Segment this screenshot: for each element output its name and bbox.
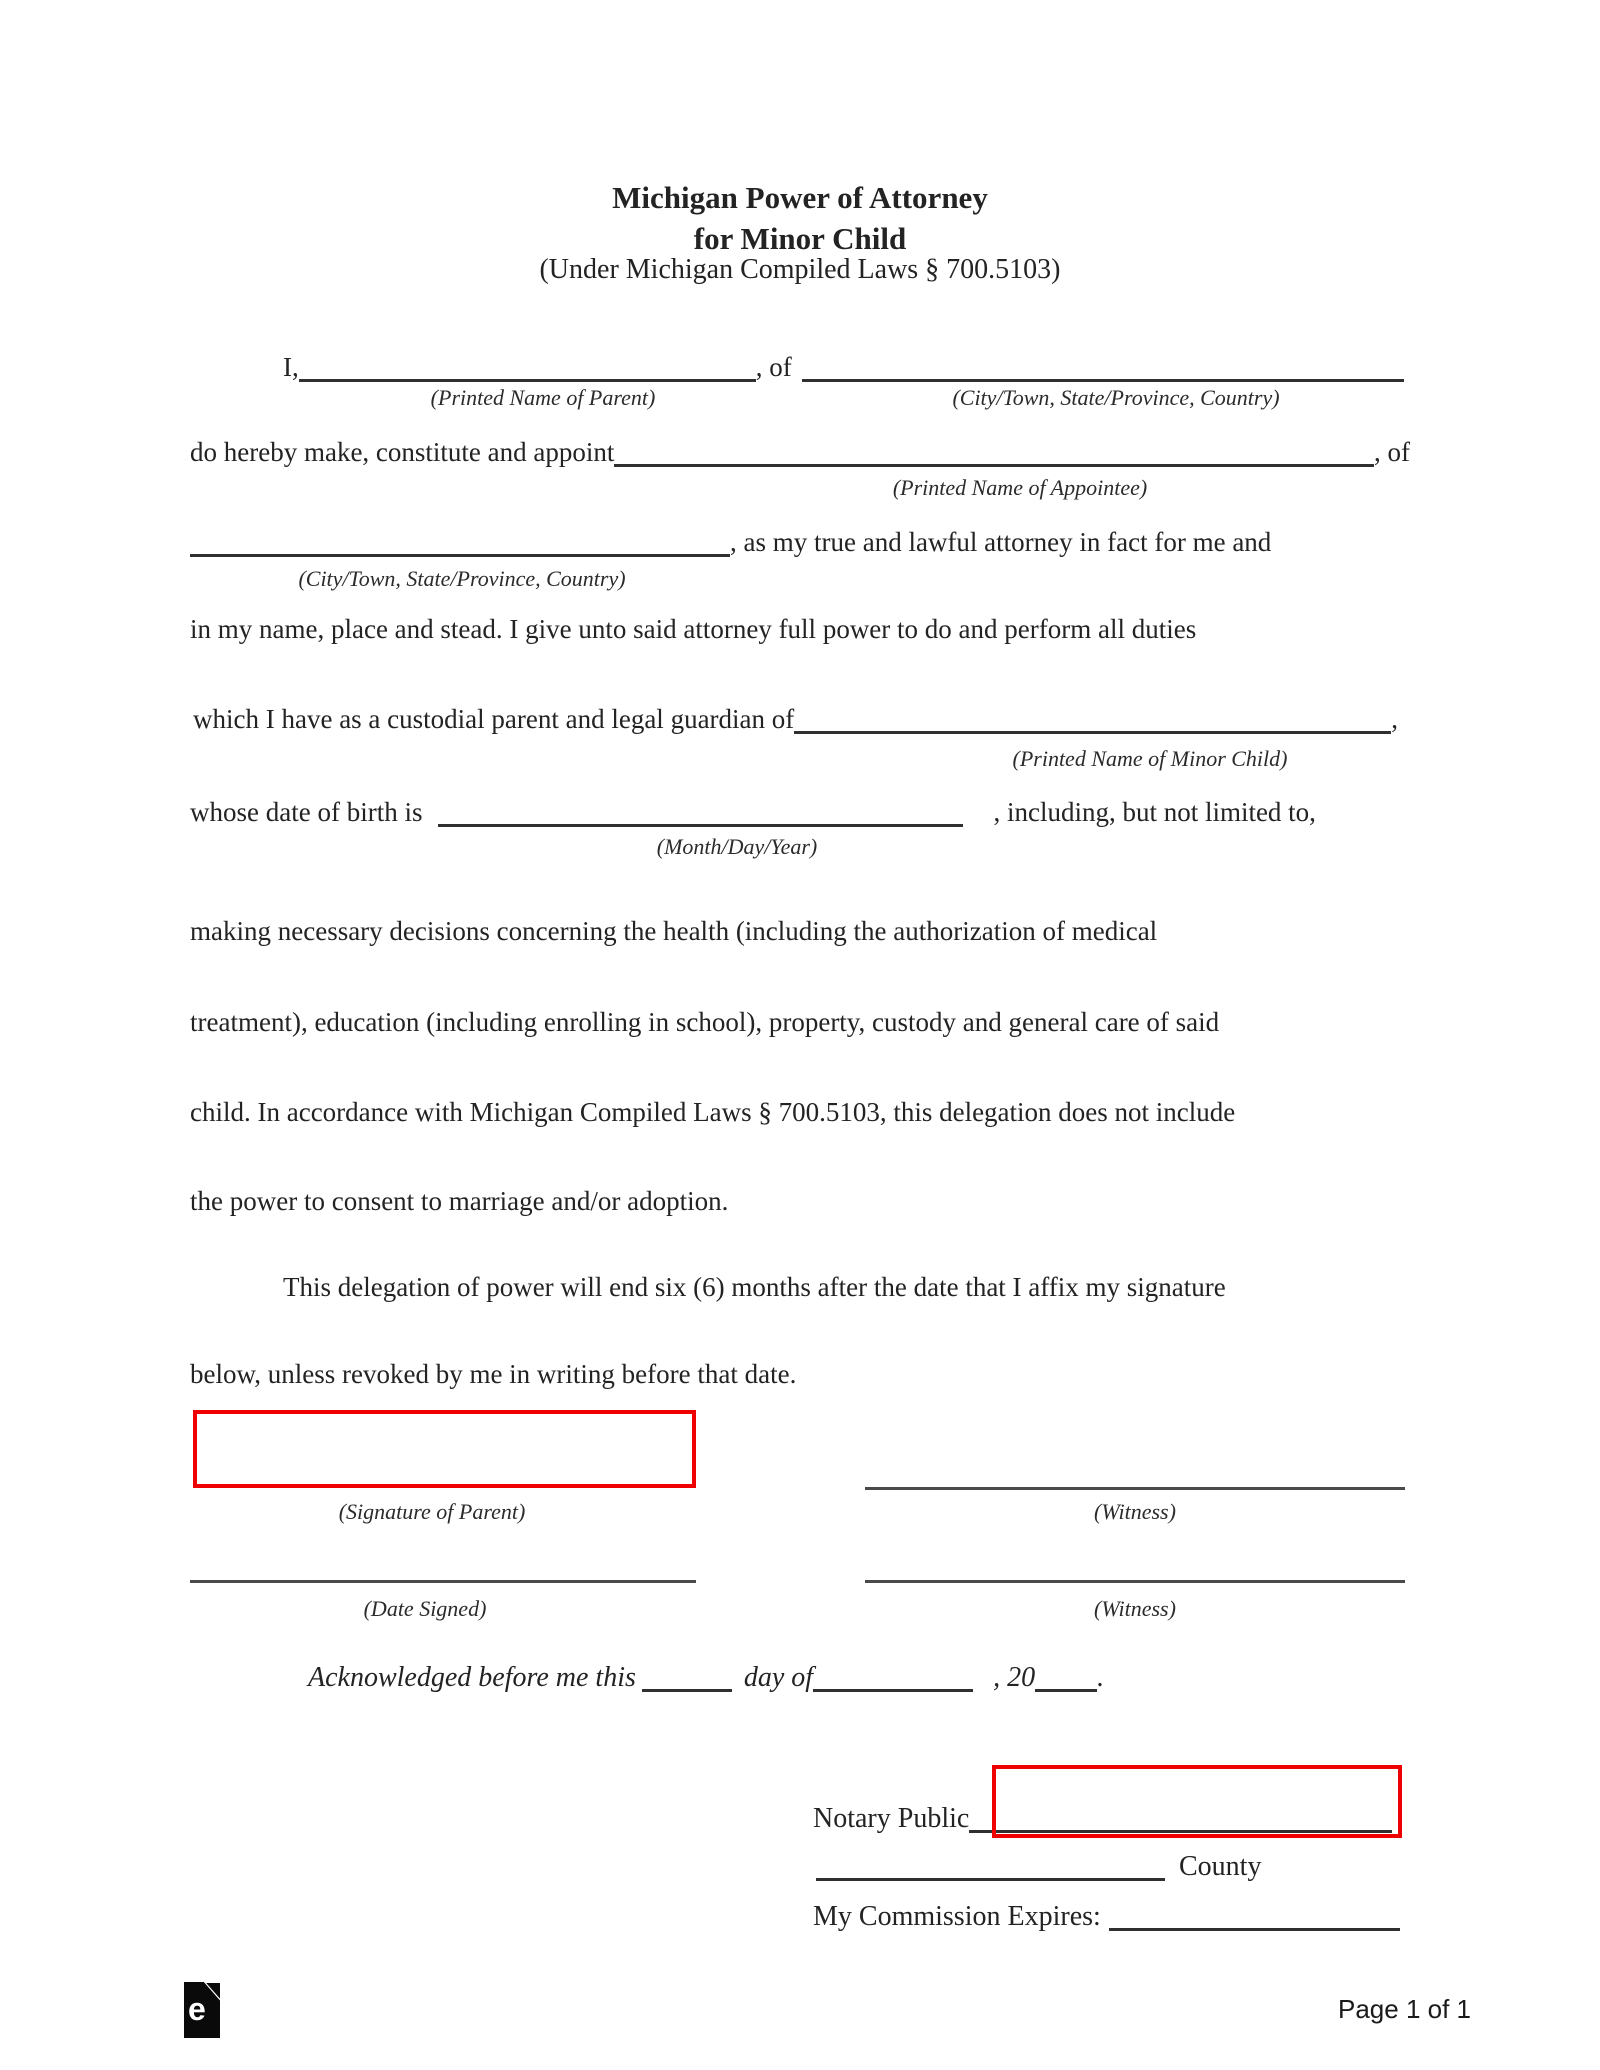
powers-paragraph-line4	[190, 1186, 728, 1217]
guardian-pre-text: which I have as a custodial parent and legal guardian of	[193, 704, 795, 734]
powers-paragraph-line1	[190, 916, 1157, 947]
ack-dayof-text: day of	[743, 1662, 814, 1693]
page-number: Page 1 of 1	[1338, 1994, 1471, 2024]
dob-caption: (Month/Day/Year)	[656, 834, 818, 859]
parent-city-blank[interactable]	[802, 375, 1404, 382]
witness1-caption: (Witness)	[1094, 1499, 1176, 1524]
powers-text-4: the power to consent to marriage and/or adoption.	[190, 1186, 729, 1216]
appointee-city-line	[190, 527, 1410, 558]
dob-blank[interactable]	[438, 820, 963, 827]
parent-name-blank[interactable]	[299, 375, 756, 382]
date-signed-line[interactable]	[190, 1580, 696, 1583]
powers-paragraph-line3	[190, 1097, 1235, 1128]
logo-letter: e	[188, 1991, 206, 2027]
appointee-name-caption: (Printed Name of Appointee)	[892, 475, 1148, 500]
witness2-signature-line[interactable]	[865, 1580, 1405, 1583]
i-pre-text: I,	[283, 352, 299, 382]
ack-period-text: .	[1097, 1662, 1105, 1693]
eforms-logo-icon	[184, 1982, 220, 2038]
powers-paragraph-line2	[190, 1007, 1219, 1038]
appointee-city-caption: (City/Town, State/Province, Country)	[298, 566, 626, 591]
appointee-line	[190, 437, 1410, 468]
attorney-post-text: , as my true and lawful attorney in fact for me and	[730, 527, 1272, 557]
powers-text-2: treatment), education (including enrolling in school), property, custody and general care of said	[190, 1007, 1220, 1037]
ack-year-prefix-text: , 20	[993, 1662, 1036, 1693]
parent-name-caption: (Printed Name of Parent)	[430, 385, 656, 410]
of1-text: , of	[755, 352, 792, 382]
county-line	[816, 1851, 1296, 1883]
date-signed-caption: (Date Signed)	[363, 1596, 487, 1621]
stead-line	[190, 614, 1196, 645]
powers-text-1: making necessary decisions concerning the health (including the authorization of medical	[190, 916, 1158, 946]
county-blank[interactable]	[816, 1874, 1165, 1881]
ack-pre-text: Acknowledged before me this	[308, 1662, 636, 1693]
commission-line	[813, 1901, 1400, 1933]
ack-month-blank[interactable]	[813, 1685, 973, 1692]
county-text: County	[1179, 1851, 1262, 1882]
appointee-city-blank[interactable]	[190, 550, 730, 557]
ack-year-blank[interactable]	[1035, 1685, 1097, 1692]
ack-day-blank[interactable]	[642, 1685, 732, 1692]
guardian-post-text: ,	[1391, 704, 1398, 734]
commission-date-blank[interactable]	[1109, 1924, 1400, 1931]
document-statute-subtitle: (Under Michigan Compiled Laws § 700.5103)	[539, 254, 1061, 285]
dob-line	[190, 797, 1410, 828]
delegation-text-2: below, unless revoked by me in writing before that date.	[190, 1359, 797, 1389]
parent-name-line	[283, 352, 1404, 383]
commission-text: My Commission Expires:	[813, 1901, 1101, 1932]
minor-child-line	[193, 704, 1398, 735]
parent-city-caption: (City/Town, State/Province, Country)	[952, 385, 1280, 410]
acknowledgment-line	[308, 1662, 1104, 1694]
appointee-name-blank[interactable]	[614, 460, 1374, 467]
of2-text: , of	[1374, 437, 1410, 467]
document-title-line2: for Minor Child	[693, 221, 907, 256]
minor-child-caption: (Printed Name of Minor Child)	[1012, 746, 1288, 771]
appoint-pre-text: do hereby make, constitute and appoint	[190, 437, 615, 467]
notary-signature-field[interactable]	[992, 1765, 1402, 1838]
dob-pre-text: whose date of birth is	[190, 797, 423, 827]
powers-text-3: child. In accordance with Michigan Compiled Laws § 700.5103, this delegation does not include	[190, 1097, 1236, 1127]
notary-public-text: Notary Public	[813, 1803, 970, 1834]
delegation-paragraph-line1	[283, 1272, 1226, 1303]
witness2-caption: (Witness)	[1094, 1596, 1176, 1621]
delegation-text-1: This delegation of power will end six (6) months after the date that I affix my signature	[283, 1272, 1226, 1302]
dob-post-text: , including, but not limited to,	[993, 797, 1316, 827]
minor-child-name-blank[interactable]	[794, 727, 1391, 734]
parent-signature-caption: (Signature of Parent)	[338, 1499, 526, 1524]
parent-signature-field[interactable]	[193, 1410, 696, 1488]
stead-text: in my name, place and stead. I give unto said attorney full power to do and perform all duties	[190, 614, 1197, 644]
document-title-line1: Michigan Power of Attorney	[612, 180, 988, 215]
delegation-paragraph-line2	[190, 1359, 796, 1390]
witness1-signature-line[interactable]	[865, 1487, 1405, 1490]
